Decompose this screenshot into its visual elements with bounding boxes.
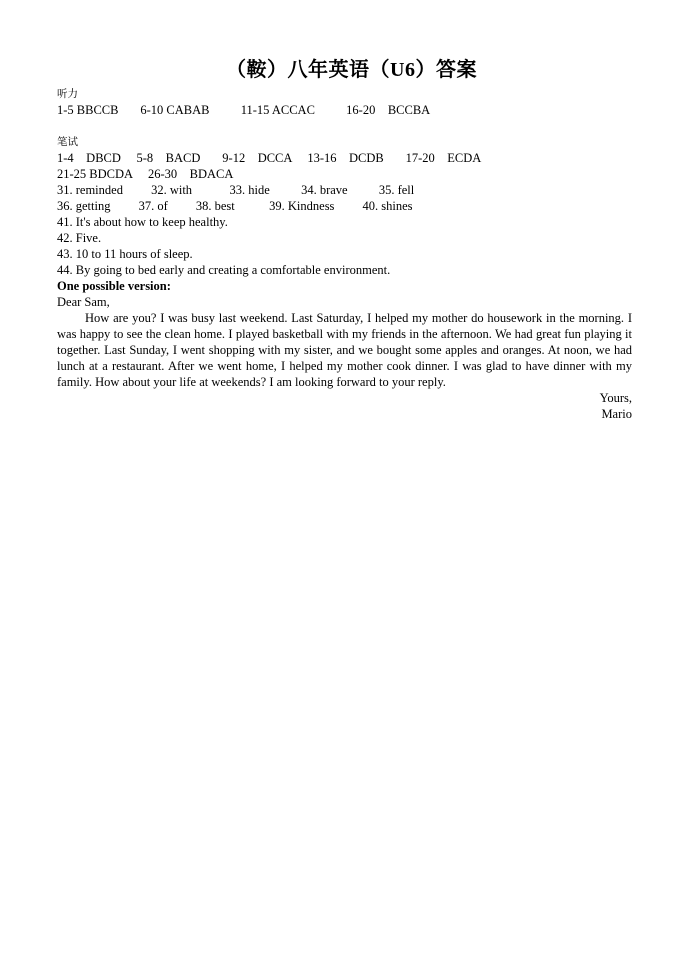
- fill-in-row-2: 36. getting 37. of 38. best 39. Kindness 40. shines: [57, 199, 413, 213]
- answer-44: 44. By going to bed early and creating a comfortable environment.: [57, 263, 391, 277]
- essay-greeting: Dear Sam,: [57, 295, 110, 309]
- page-title: （鞍）八年英语（U6）答案: [226, 59, 477, 81]
- section-spacer: [57, 118, 632, 134]
- answer-sheet: [57, 56, 632, 422]
- answer-42: 42. Five.: [57, 231, 102, 245]
- essay-body: How are you? I was busy last weekend. Last Saturday, I helped my mother do housework in the morning. I was happy to see the clean home. I played basketball with my friends in the afternoon. We had great fun playing it together. Last Sunday, I went shopping with my sister, and we bought some apples and oranges. At noon, we had lunch at a restaurant. After we went home, I helped my mother cook dinner. I was glad to have dinner with my family. How about your life at weekends? I am looking forward to your reply.: [57, 311, 632, 389]
- listening-answers: 1-5 BBCCB 6-10 CABAB 11-15 ACCAC 16-20 BCCBA: [57, 103, 431, 117]
- answer-43: 43. 10 to 11 hours of sleep.: [57, 247, 193, 261]
- writing-label: 笔试: [57, 136, 78, 148]
- listening-label: 听力: [57, 88, 78, 100]
- multiple-choice-row-2: 21-25 BDCDA 26-30 BDACA: [57, 167, 234, 181]
- essay-heading: One possible version:: [57, 279, 171, 293]
- fill-in-row-1: 31. reminded 32. with 33. hide 34. brave 35. fell: [57, 183, 415, 197]
- essay-signature: Mario: [601, 407, 632, 421]
- multiple-choice-row-1: 1-4 DBCD 5-8 BACD 9-12 DCCA 13-16 DCDB 17-20 ECDA: [57, 151, 482, 165]
- essay-closing: Yours,: [599, 391, 632, 405]
- answer-41: 41. It's about how to keep healthy.: [57, 215, 228, 229]
